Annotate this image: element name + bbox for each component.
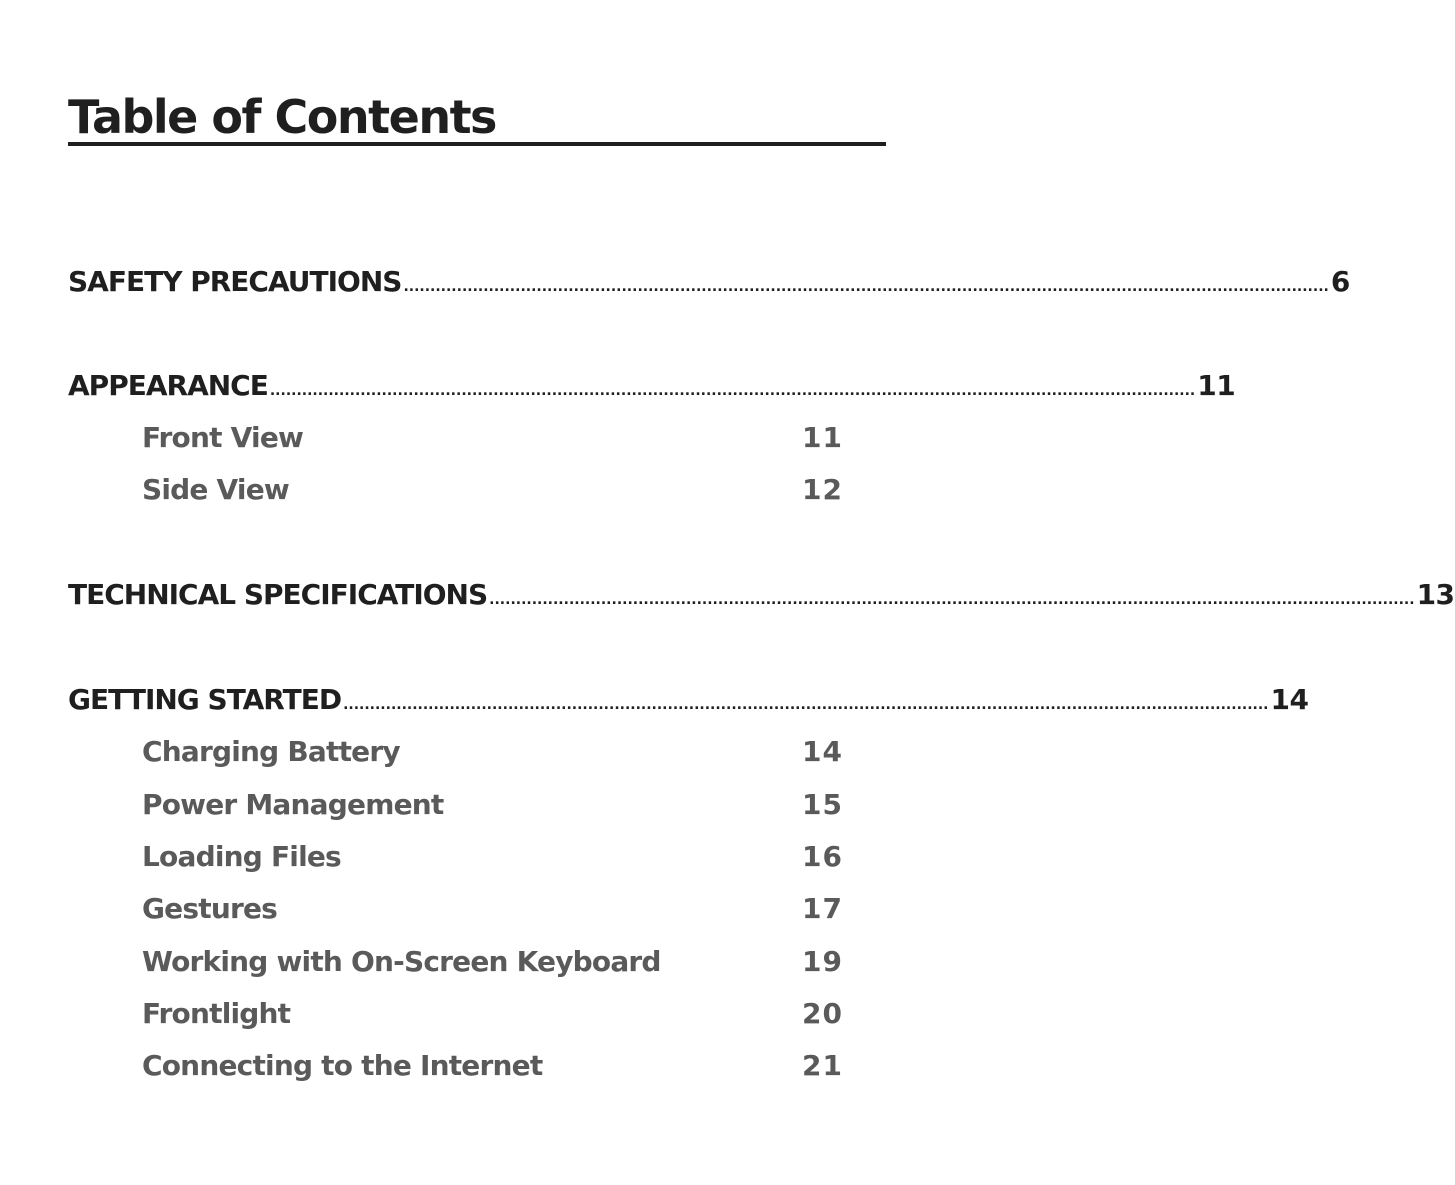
toc-subentry-page: 21 [802,1049,843,1082]
toc-subentry-page: 14 [802,735,843,768]
toc-entry-appearance[interactable] [68,366,1236,406]
dot-leader: .............................................................................................................................................................................. [403,279,1329,295]
toc-subentry-label: Power Management [142,788,444,821]
toc-subentry-power-management[interactable] [142,785,842,825]
toc-subentry-frontlight[interactable] [142,994,842,1034]
toc-entry-page: 14 [1270,683,1309,716]
toc-subentry-page: 16 [802,840,843,873]
toc-subentry-page: 15 [802,788,843,821]
toc-subentry-charging-battery[interactable] [142,732,842,772]
toc-title-bar [68,86,886,146]
toc-subentry-label: Side View [142,473,289,506]
toc-entry-page: 13 [1416,578,1455,611]
dot-leader: .............................................................................................................................................................................. [269,383,1196,399]
page-title: Table of Contents [68,90,496,144]
toc-entry-technical-specifications[interactable] [68,575,1455,615]
toc-subentry-label: Charging Battery [142,735,400,768]
toc-entry-label: APPEARANCE [68,369,268,402]
toc-subentry-label: Front View [142,421,304,454]
toc-entry-safety-precautions[interactable] [68,262,1350,302]
toc-subentry-label: Gestures [142,892,278,925]
toc-entry-label: GETTING STARTED [68,683,342,716]
toc-subentry-label: Loading Files [142,840,341,873]
dot-leader: .............................................................................................................................................................................. [343,697,1269,713]
toc-entry-getting-started[interactable] [68,680,1309,720]
toc-subentry-page: 11 [802,421,843,454]
dot-leader: .............................................................................................................................................................................. [489,592,1415,608]
toc-subentry-gestures[interactable] [142,889,842,929]
toc-subentry-label: Connecting to the Internet [142,1049,543,1082]
toc-subentry-side-view[interactable] [142,470,842,510]
toc-subentry-page: 19 [802,945,843,978]
toc-subentry-page: 17 [802,892,843,925]
toc-entry-label: SAFETY PRECAUTIONS [68,265,402,298]
toc-subentry-on-screen-keyboard[interactable] [142,942,842,982]
toc-entry-label: TECHNICAL SPECIFICATIONS [68,578,488,611]
toc-subentry-loading-files[interactable] [142,837,842,877]
toc-subentry-page: 20 [802,997,843,1030]
toc-entry-page: 11 [1197,369,1236,402]
toc-subentry-page: 12 [802,473,843,506]
toc-subentry-label: Working with On-Screen Keyboard [142,945,661,978]
toc-subentry-connecting-internet[interactable] [142,1046,842,1086]
toc-entry-page: 6 [1330,265,1350,298]
toc-subentry-label: Frontlight [142,997,291,1030]
toc-subentry-front-view[interactable] [142,418,842,458]
